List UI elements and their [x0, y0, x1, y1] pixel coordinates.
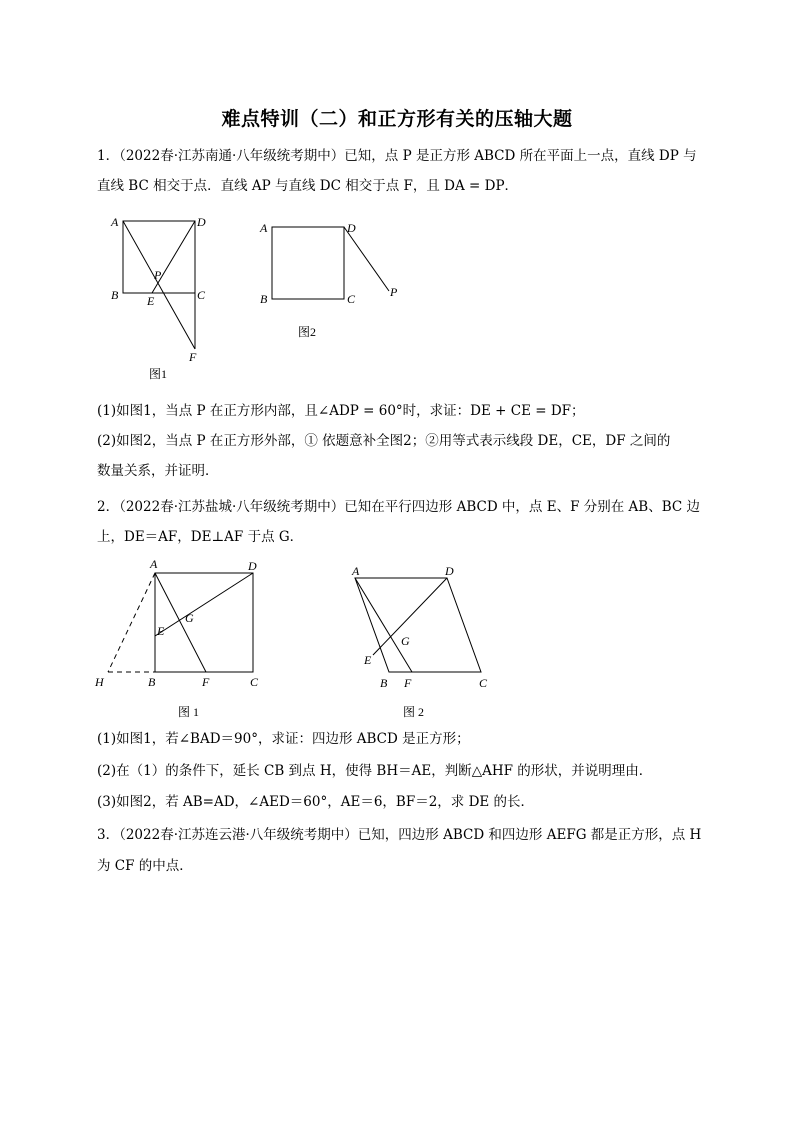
q1-fig1-label-a: A [111, 215, 119, 229]
q2-fig1-line-ah [108, 573, 155, 672]
q2-fig2-label-g: G [401, 634, 410, 648]
q2-fig2-parallelogram [355, 578, 481, 672]
q3-stem-line2: 为 CF 的中点． [97, 858, 193, 874]
q1-fig2-caption: 图2 [298, 325, 317, 339]
q1-fig1-label-p: P [154, 268, 162, 282]
q1-fig2-label-p: P [390, 285, 398, 299]
q2-fig1-label-d: D [248, 559, 257, 573]
q2-figure2 [355, 578, 481, 672]
q2-fig1-label-g: G [185, 611, 194, 625]
q1-stem-line1: 1．（2022春·江苏南通·八年级统考期中）已知，点 P 是正方形 ABCD 所在平面上一点，直线 DP 与 [97, 148, 697, 164]
q2-fig1-label-a: A [150, 557, 158, 571]
q1-fig2-label-c: C [347, 292, 356, 306]
page-title: 难点特训（二）和正方形有关的压轴大题 [221, 108, 573, 130]
q1-fig2-label-b: B [260, 292, 268, 306]
q1-sub1: (1)如图1，当点 P 在正方形内部，且∠ADP = 60°时，求证：DE + CE = DF； [97, 403, 585, 419]
q1-fig1-label-b: B [111, 288, 119, 302]
q1-fig2-label-a: A [260, 221, 268, 235]
q1-figure2 [272, 227, 389, 299]
q2-sub1: (1)如图1，若∠BAD＝90°，求证：四边形 ABCD 是正方形； [97, 731, 470, 747]
q2-fig1-line-af [155, 573, 206, 672]
q2-fig2-label-c: C [479, 676, 488, 690]
q1-sub2-line2: 数量关系，并证明． [97, 463, 219, 479]
q1-fig1-label-c: C [197, 288, 206, 302]
q1-fig1-line-dp [152, 221, 195, 293]
q1-stem-line2: 直线 BC 相交于点．直线 AP 与直线 DC 相交于点 F，且 DA = DP． [97, 178, 519, 194]
q2-fig2-line-de [373, 578, 447, 655]
q1-fig1-label-f: F [189, 350, 197, 364]
q2-fig2-label-e: E [364, 653, 372, 667]
q2-fig2-label-a: A [352, 564, 360, 578]
q2-sub2: (2)在（1）的条件下，延长 CB 到点 H，使得 BH＝AE，判断△AHF 的形状，并说明理由． [97, 763, 653, 779]
q2-fig1-label-e: E [157, 624, 165, 638]
q3-stem-line1: 3．（2022春·江苏连云港·八年级统考期中）已知，四边形 ABCD 和四边形 AEFG 都是正方形，点 H [97, 827, 702, 843]
q2-fig2-label-d: D [445, 564, 454, 578]
q2-fig2-label-f: F [404, 676, 412, 690]
q2-fig1-label-c: C [250, 675, 259, 689]
q2-sub3: (3)如图2，若 AB=AD，∠AED＝60°，AE＝6，BF＝2，求 DE 的长． [97, 794, 535, 810]
q1-fig1-label-d: D [197, 215, 206, 229]
q2-fig1-caption: 图 1 [178, 705, 200, 719]
q2-fig1-label-b: B [148, 675, 156, 689]
q2-stem-line1: 2．（2022春·江苏盐城·八年级统考期中）已知在平行四边形 ABCD 中，点 E、F 分别在 AB、BC 边 [97, 499, 700, 515]
q2-fig1-line-de [155, 573, 253, 636]
q1-sub2-line1: (2)如图2，当点 P 在正方形外部，① 依题意补全图2；②用等式表示线段 DE，CE，DF 之间的 [97, 433, 671, 449]
q2-fig1-label-h: H [95, 675, 104, 689]
q1-fig1-label-e: E [147, 294, 155, 308]
q2-fig2-caption: 图 2 [403, 705, 425, 719]
q1-figure1 [123, 221, 195, 349]
q1-fig1-line-af [123, 221, 195, 349]
q2-fig1-square [155, 573, 253, 672]
q2-fig2-label-b: B [380, 676, 388, 690]
q1-fig2-label-d: D [347, 221, 356, 235]
q2-fig1-label-f: F [202, 675, 210, 689]
q2-stem-line2: 上，DE＝AF，DE⊥AF 于点 G． [97, 529, 304, 545]
q1-fig2-line-dp [344, 227, 389, 291]
q1-fig1-caption: 图1 [149, 367, 168, 381]
q2-figure1 [108, 573, 253, 672]
q1-fig2-square [272, 227, 344, 299]
